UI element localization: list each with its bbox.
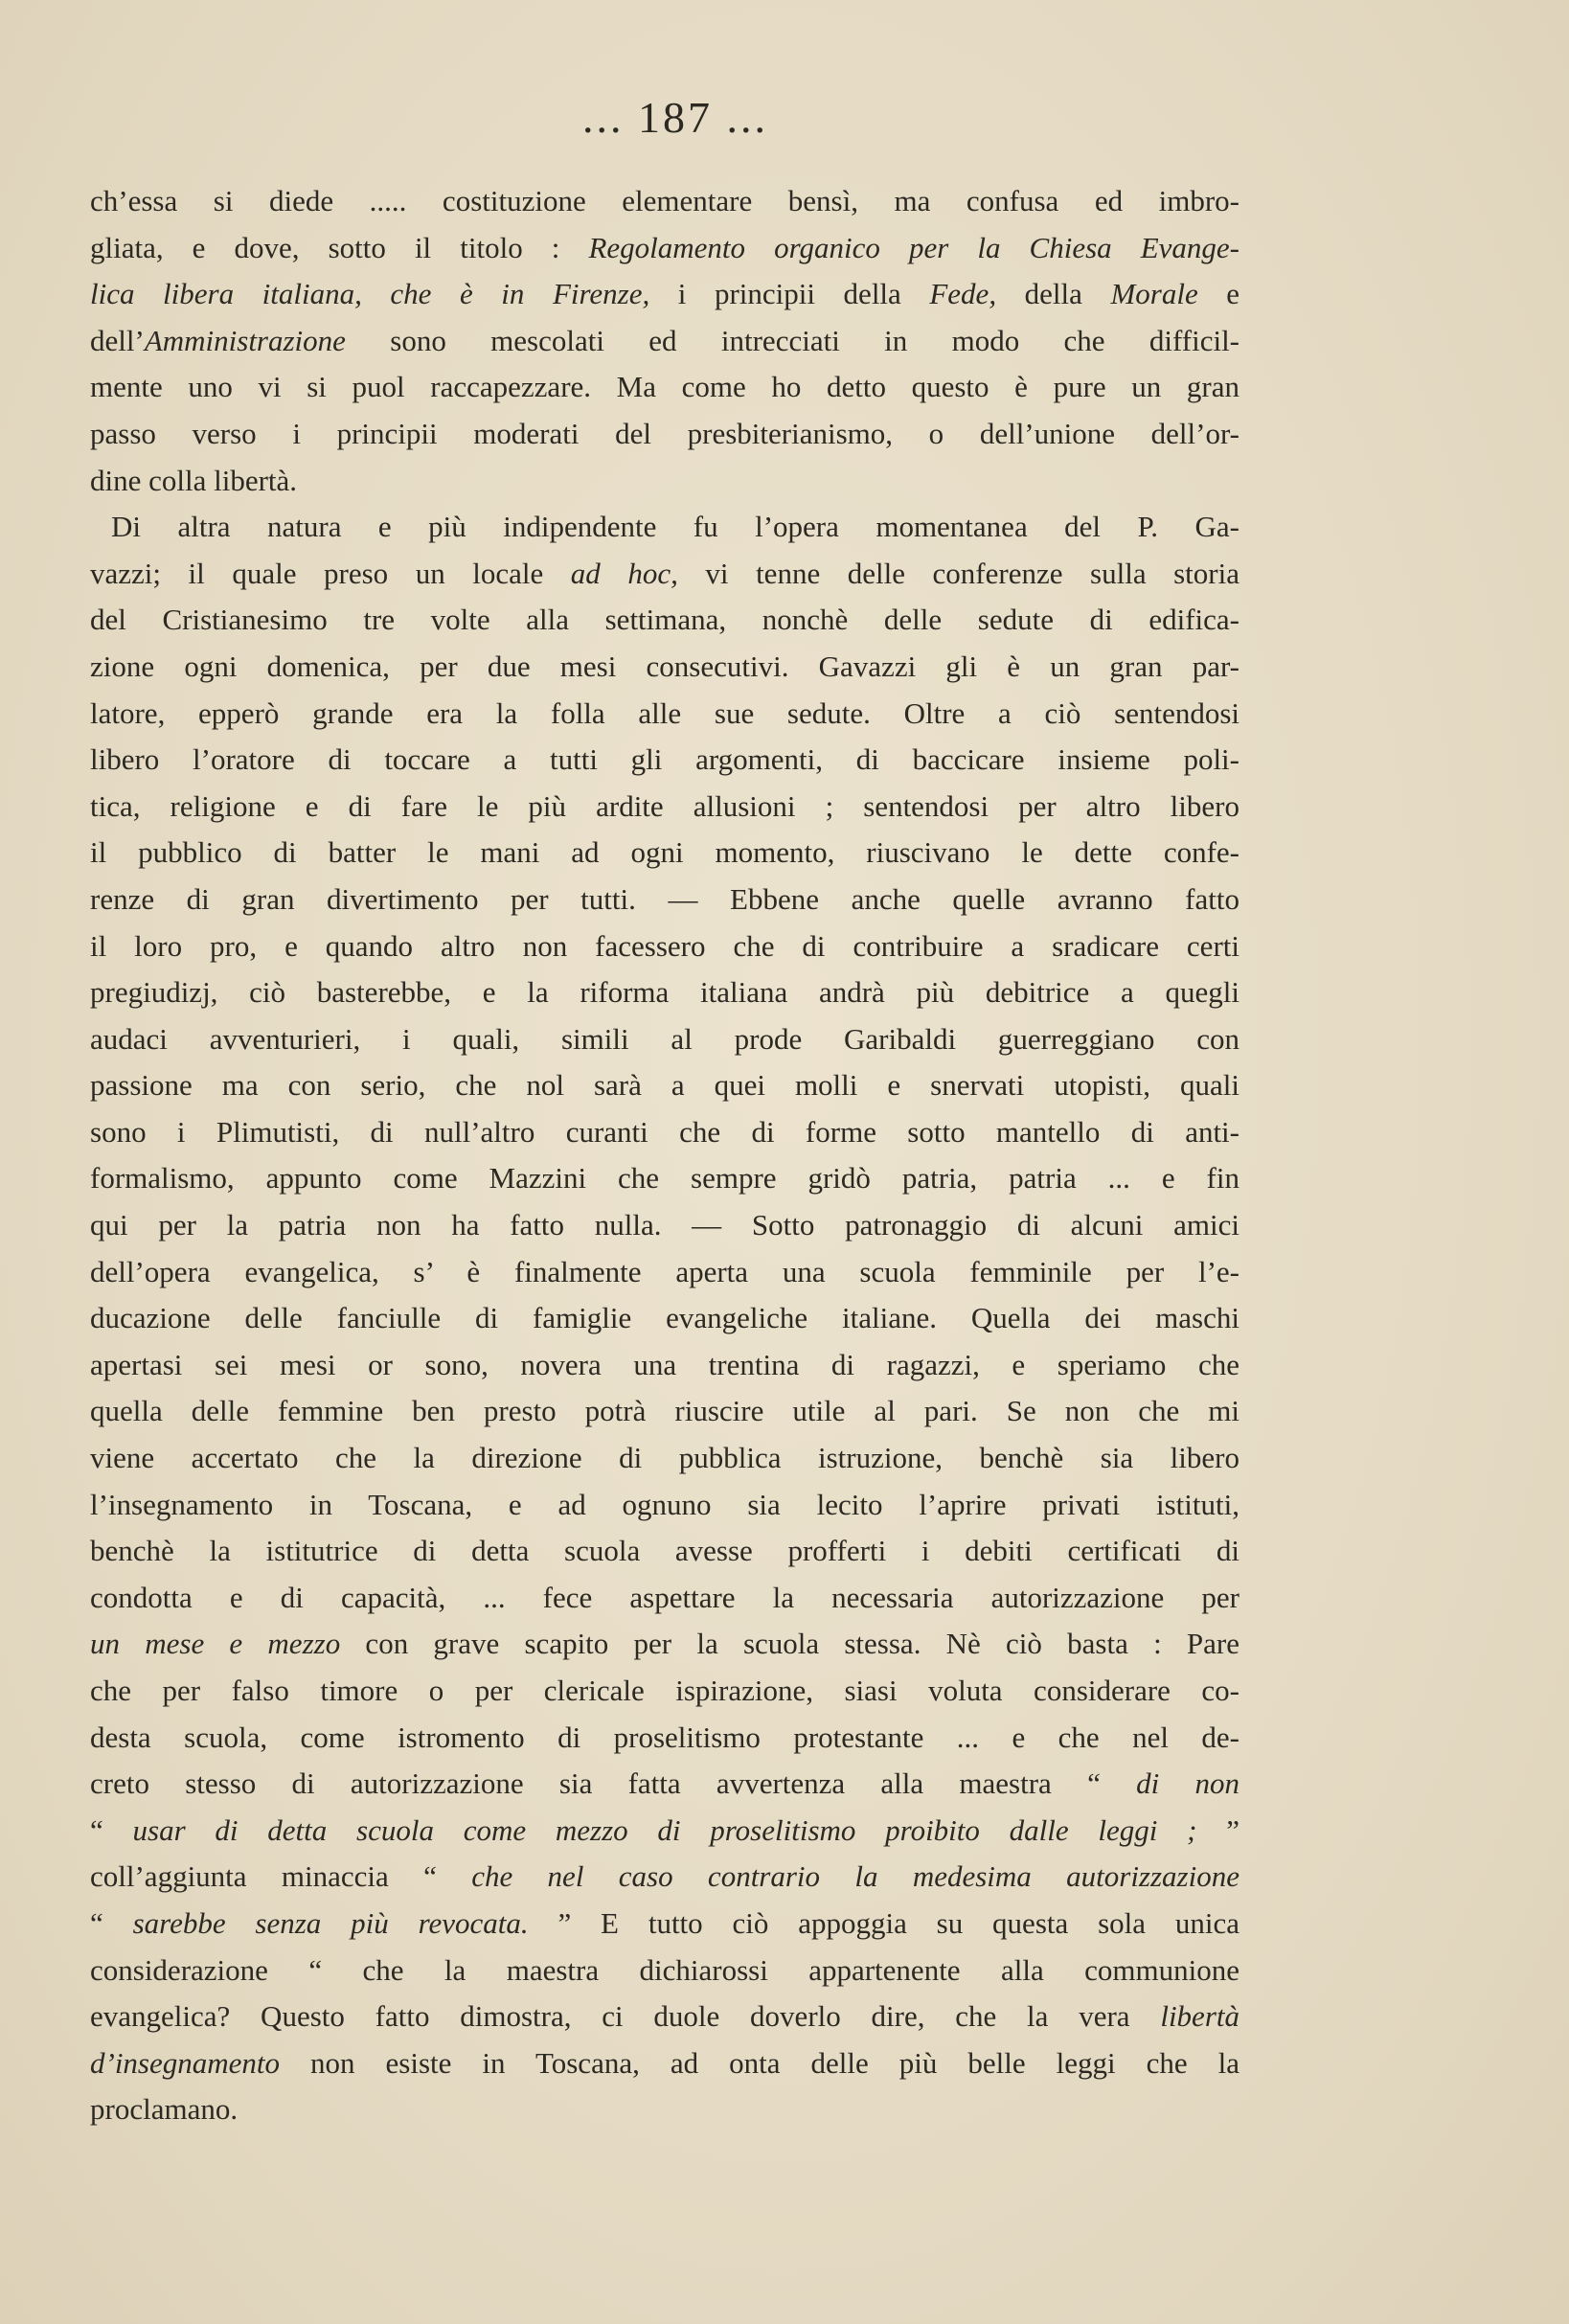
text-segment: del Cristianesimo tre volte alla settimana, nonchè delle sedute di edifica- (90, 603, 1239, 637)
text-line (90, 1901, 1239, 1948)
text-segment: passo verso i principii moderati del presbiterianismo, o dell’unione dell’or- (90, 416, 1239, 450)
text-line (90, 923, 1239, 970)
text-line (90, 551, 1239, 598)
italic-text: lica libera italiana, che è in Firenze, (90, 277, 650, 311)
text-segment: creto stesso di autorizzazione sia fatta avvertenza alla maestra “ (90, 1766, 1137, 1801)
text-segment: quella delle femmine ben presto potrà riuscire utile al pari. Se non che mi (90, 1394, 1239, 1428)
italic-text: libertà (1160, 1999, 1239, 2034)
text-segment: Di altra natura e più indipendente fu l’opera momentanea del P. Ga- (111, 510, 1239, 544)
italic-text: usar di detta scuola come mezzo di proselitismo proibito dalle leggi ; (132, 1812, 1197, 1847)
text-segment: considerazione “ che la maestra dichiarossi appartenente alla communione (90, 1952, 1239, 1987)
text-line (90, 1016, 1239, 1063)
text-line (90, 1202, 1239, 1249)
text-line (90, 411, 1239, 458)
text-line (90, 178, 1239, 225)
text-segment: ” E tutto ciò appoggia su questa sola unica (528, 1905, 1239, 1940)
italic-text: d’insegnamento (90, 2045, 281, 2080)
italic-text: sarebbe senza più revocata. (132, 1905, 529, 1940)
text-line (90, 644, 1239, 691)
text-segment: il loro pro, e quando altro non facessero che di contribuire a sradicare certi (90, 928, 1239, 963)
text-segment: latore, epperò grande era la folla alle sue sedute. Oltre a ciò sentendosi (90, 695, 1239, 730)
italic-text: che nel caso contrario la medesima autorizzazione (471, 1859, 1239, 1894)
text-line (90, 691, 1239, 738)
text-segment: condotta e di capacità, ... fece aspettare la necessaria autorizzazione per (90, 1580, 1239, 1614)
text-segment: mente uno vi si puol raccapezzare. Ma come ho detto questo è pure un gran (90, 370, 1239, 404)
text-line (90, 1668, 1239, 1715)
text-segment: il pubblico di batter le mani ad ogni momento, riuscivano le dette confe- (90, 835, 1239, 870)
text-segment: che per falso timore o per clericale ispirazione, siasi voluta considerare co- (90, 1674, 1239, 1707)
text-line (90, 1249, 1239, 1296)
text-line (90, 1621, 1239, 1668)
text-segment: qui per la patria non ha fatto nulla. — Sotto patronaggio di alcuni amici (90, 1208, 1239, 1242)
text-segment: “ (90, 1905, 133, 1940)
text-segment: dell’ (90, 323, 145, 357)
text-segment: evangelica? Questo fatto dimostra, ci duole doverlo dire, che la vera (90, 1999, 1161, 2034)
text-segment: benchè la istitutrice di detta scuola avesse profferti i debiti certificati di (90, 1534, 1239, 1568)
text-segment: pregiudizj, ciò basterebbe, e la riforma italiana andrà più debitrice a quegli (90, 975, 1239, 1010)
text-line (90, 1435, 1239, 1482)
text-segment: e (1197, 277, 1240, 311)
text-line (90, 969, 1239, 1016)
text-segment: viene accertato che la direzione di pubblica istruzione, benchè sia libero (90, 1441, 1239, 1475)
text-line (90, 1854, 1239, 1901)
text-line (90, 1155, 1239, 1202)
italic-text: ad hoc, (570, 556, 678, 590)
text-segment: desta scuola, come istromento di proselitismo protestante ... e che nel de- (90, 1720, 1239, 1754)
text-segment: “ (90, 1812, 133, 1847)
italic-text: un mese e mezzo (90, 1627, 341, 1661)
text-line (90, 877, 1239, 923)
text-segment: renze di gran divertimento per tutti. — Ebbene anche quelle avranno fatto (90, 881, 1239, 916)
text-segment: formalismo, appunto come Mazzini che sempre gridò patria, patria ... e fin (90, 1161, 1239, 1196)
text-segment: dine colla libertà. (90, 463, 298, 497)
text-line (90, 1575, 1239, 1622)
text-segment: della (996, 277, 1111, 311)
text-line (90, 830, 1239, 877)
text-segment: gliata, e dove, sotto il titolo : (90, 230, 589, 264)
italic-text: Fede, (929, 277, 997, 311)
text-segment: non esiste in Toscana, ad onta delle più belle leggi che la (280, 2045, 1239, 2080)
text-segment: sono mescolati ed intrecciati in modo che difficil- (345, 323, 1239, 357)
text-line (90, 1994, 1239, 2040)
text-line (90, 784, 1239, 831)
text-line (90, 318, 1239, 365)
italic-text: Morale (1110, 277, 1198, 311)
text-line (90, 364, 1239, 411)
text-line (90, 1109, 1239, 1156)
text-segment: apertasi sei mesi or sono, novera una trentina di ragazzi, e speriamo che (90, 1347, 1239, 1381)
text-segment: sono i Plimutisti, di null’altro curanti che di forme sotto mantello di anti- (90, 1114, 1239, 1149)
text-segment: tica, religione e di fare le più ardite allusioni ; sentendosi per altro libero (90, 788, 1239, 823)
body-text (90, 178, 1239, 2133)
text-line (90, 1761, 1239, 1808)
text-line (90, 1295, 1239, 1342)
text-segment: vazzi; il quale preso un locale (90, 556, 571, 590)
text-segment: proclamano. (90, 2092, 239, 2127)
text-line (90, 504, 1239, 551)
text-line (90, 271, 1239, 318)
text-segment: con grave scapito per la scuola stessa. Nè ciò basta : Pare (340, 1627, 1239, 1661)
text-line (90, 1528, 1239, 1575)
text-line (90, 1342, 1239, 1389)
italic-text: Amministrazione (144, 323, 346, 357)
text-line (90, 737, 1239, 784)
text-line (90, 1948, 1239, 1994)
text-line (90, 225, 1239, 272)
text-segment: audaci avventurieri, i quali, simili al prode Garibaldi guerreggiano con (90, 1021, 1239, 1056)
italic-text: di non (1136, 1766, 1239, 1801)
text-line (90, 1715, 1239, 1762)
text-line (90, 2086, 1239, 2133)
text-segment: dell’opera evangelica, s’ è finalmente aperta una scuola femminile per l’e- (90, 1254, 1239, 1288)
text-line (90, 1388, 1239, 1435)
text-segment: vi tenne delle conferenze sulla storia (677, 556, 1239, 590)
text-line (90, 1062, 1239, 1109)
text-line (90, 458, 1239, 505)
text-segment: ducazione delle fanciulle di famiglie evangeliche italiane. Quella dei maschi (90, 1301, 1239, 1335)
text-segment: coll’aggiunta minaccia “ (90, 1859, 472, 1894)
text-line (90, 1482, 1239, 1529)
text-line (90, 597, 1239, 644)
italic-text: Regolamento organico per la Chiesa Evange- (588, 230, 1239, 264)
text-line (90, 2040, 1239, 2087)
text-segment: ch’essa si diede ..... costituzione elementare bensì, ma confusa ed imbro- (90, 184, 1239, 217)
text-segment: zione ogni domenica, per due mesi consecutivi. Gavazzi gli è un gran par- (90, 649, 1239, 683)
page-number: ... 187 ... (582, 93, 768, 142)
text-line (90, 1808, 1239, 1855)
text-segment: l’insegnamento in Toscana, e ad ognuno sia lecito l’aprire privati istituti, (90, 1487, 1239, 1521)
text-segment: i principii della (649, 277, 930, 311)
text-segment: passione ma con serio, che nol sarà a quei molli e snervati utopisti, quali (90, 1068, 1239, 1103)
text-segment: libero l’oratore di toccare a tutti gli argomenti, di baccicare insieme poli- (90, 742, 1239, 777)
text-segment: ” (1196, 1812, 1239, 1847)
